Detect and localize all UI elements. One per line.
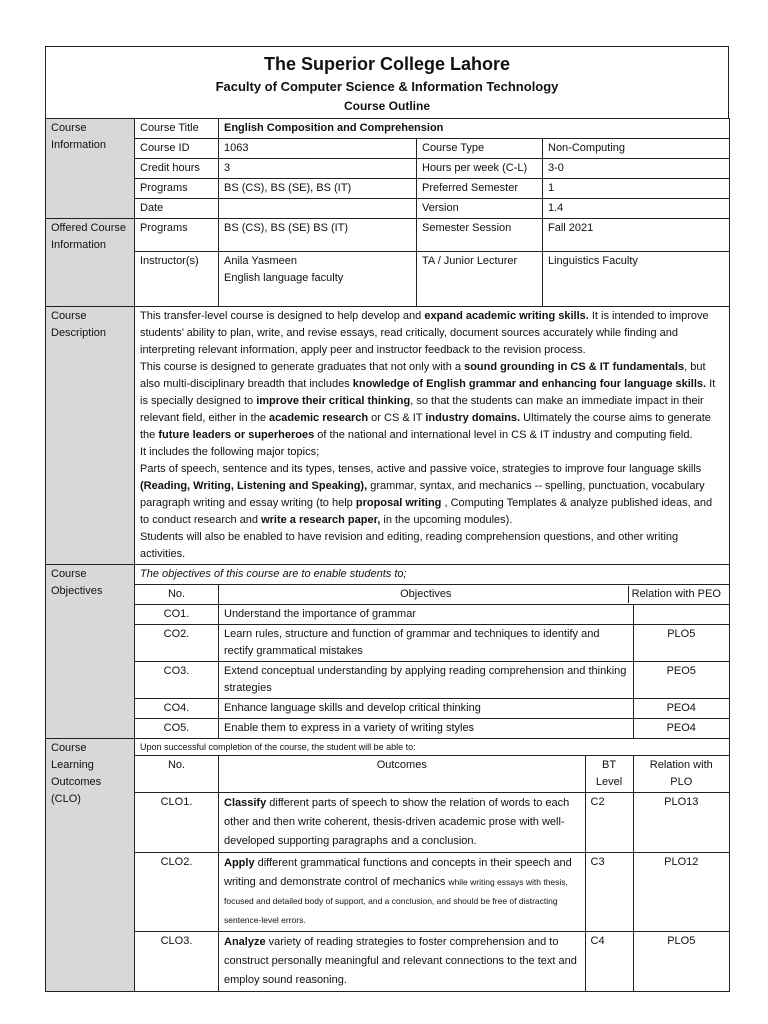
objective-row: CO3. Extend conceptual understanding by applying reading comprehension and thinking strategies PEO5 — [46, 662, 730, 699]
instructor-role: English language faculty — [224, 272, 344, 284]
value-course-type: Non-Computing — [543, 139, 730, 159]
value-ta: Linguistics Faculty — [543, 252, 730, 307]
value-instructors — [219, 252, 417, 307]
objective-row: CO2. Learn rules, structure and function of grammar and techniques to identify and rectify grammatical mistakes PLO5 — [46, 625, 730, 662]
value-course-id: 1063 — [219, 139, 417, 159]
clo-row: CLO1. Classify different parts of speech to show the relation of words to each other and then write coherent, thesis-driven academic prose with well-developed supporting paragraphs and a conclusion. C2 PLO13 — [46, 793, 730, 853]
value-date — [219, 199, 417, 219]
clo-col-relation: Relation with PLO — [633, 756, 729, 792]
label-preferred-semester: Preferred Semester — [417, 179, 543, 199]
label-programs: Programs — [135, 179, 219, 199]
objectives-col-no: No. — [135, 585, 219, 605]
label-semester-session: Semester Session — [417, 219, 543, 252]
clo-row: CLO3. Analyze variety of reading strategies to foster comprehension and to construct personally meaningful and relevant connections to the text and employ sound reasoning. C4 PLO5 — [46, 932, 730, 992]
value-course-title: English Composition and Comprehension — [219, 119, 730, 139]
section-course-description: Course Description — [46, 307, 135, 565]
course-outline-table — [45, 118, 730, 992]
value-hours-per-week: 3-0 — [543, 159, 730, 179]
objective-row: CO1. Understand the importance of grammar — [46, 605, 730, 625]
document-title: Course Outline — [343, 99, 430, 113]
label-instructors: Instructor(s) — [135, 252, 219, 307]
label-credit-hours: Credit hours — [135, 159, 219, 179]
label-date: Date — [135, 199, 219, 219]
label-hours-per-week: Hours per week (C-L) — [417, 159, 543, 179]
section-course-learning-outcomes: Course Learning Outcomes (CLO) — [46, 739, 135, 992]
section-offered-course-information: Offered Course Information — [46, 219, 135, 307]
label-course-title: Course Title — [135, 119, 219, 139]
section-course-information: Course Information — [46, 119, 135, 219]
value-preferred-semester: 1 — [543, 179, 730, 199]
clo-col-outcomes: Outcomes — [376, 759, 427, 771]
label-course-id: Course ID — [135, 139, 219, 159]
clo-row: CLO2. Apply different grammatical functions and concepts in their speech and writing and demonstrate control of mechanics while writing essays with thesis, focused and detailed body of support, and a conclusion, and should be free of distracting sentence-level errors. C3 PLO12 — [46, 853, 730, 932]
clo-col-bt-level: BT Level — [585, 756, 633, 792]
clo-header-row — [219, 756, 730, 793]
description-paragraph: It includes the following major topics; — [140, 446, 320, 458]
course-description-body — [135, 307, 730, 565]
description-paragraph: This course is designed to generate graduates that not only with a sound grounding in CS & IT fundamentals, but also multi-disciplinary breadth that includes knowledge of English grammar and enhancing four language skills. It is specially designed to improve their critical thinking, so that the students can make an immediate impact in their relevant field, either in the academic research or CS & IT industry domains. Ultimately the course aims to generate the future leaders or superheroes of the national and international level in CS & IT industry and computing field. — [140, 361, 716, 441]
value-credit-hours: 3 — [219, 159, 417, 179]
objective-row: CO5. Enable them to express in a variety of writing styles PEO4 — [46, 719, 730, 739]
instructor-name: Anila Yasmeen — [224, 255, 297, 267]
course-outline-document — [45, 46, 729, 992]
value-version: 1.4 — [543, 199, 730, 219]
label-version: Version — [417, 199, 543, 219]
value-semester-session: Fall 2021 — [543, 219, 730, 252]
label-ta: TA / Junior Lecturer — [417, 252, 543, 307]
label-offered-programs: Programs — [135, 219, 219, 252]
objectives-col-objectives: Objectives Relation with PEO — [219, 585, 730, 605]
objective-row: CO4. Enhance language skills and develop critical thinking PEO4 — [46, 699, 730, 719]
faculty-name: Faculty of Computer Science & Information Technology — [215, 79, 559, 94]
document-header — [45, 46, 729, 118]
value-programs: BS (CS), BS (SE), BS (IT) — [219, 179, 417, 199]
section-course-objectives: Course Objectives — [46, 565, 135, 739]
label-course-type: Course Type — [417, 139, 543, 159]
objectives-col-relation: Relation with PEO — [628, 586, 724, 603]
description-paragraph: Students will also be enabled to have revision and editing, reading comprehension questions, and other writing activities. — [140, 531, 679, 560]
description-paragraph: This transfer-level course is designed to help develop and expand academic writing skills. It is intended to improve students’ ability to plan, write, and revise essays, read critically, document sources accurately while finding and interpreting relevant information, apply peer and instructor feedback to the revision process. — [140, 310, 709, 356]
objectives-intro: The objectives of this course are to enable students to; — [135, 565, 730, 585]
description-paragraph: Parts of speech, sentence and its types, tenses, active and passive voice, strategies to improve four language skills (Reading, Writing, Listening and Speaking), grammar, syntax, and mechanics -- spelling, punctuation, vocabulary paragraph writing and essay writing (to help proposal writing , Computing Templates & analyze published ideas, and to conduct research and write a research paper, in the upcoming modules). — [140, 463, 713, 526]
clo-intro: Upon successful completion of the course, the student will be able to: — [135, 739, 730, 756]
college-name: The Superior College Lahore — [263, 54, 511, 74]
value-offered-programs: BS (CS), BS (SE) BS (IT) — [219, 219, 417, 252]
clo-col-no: No. — [135, 756, 219, 793]
